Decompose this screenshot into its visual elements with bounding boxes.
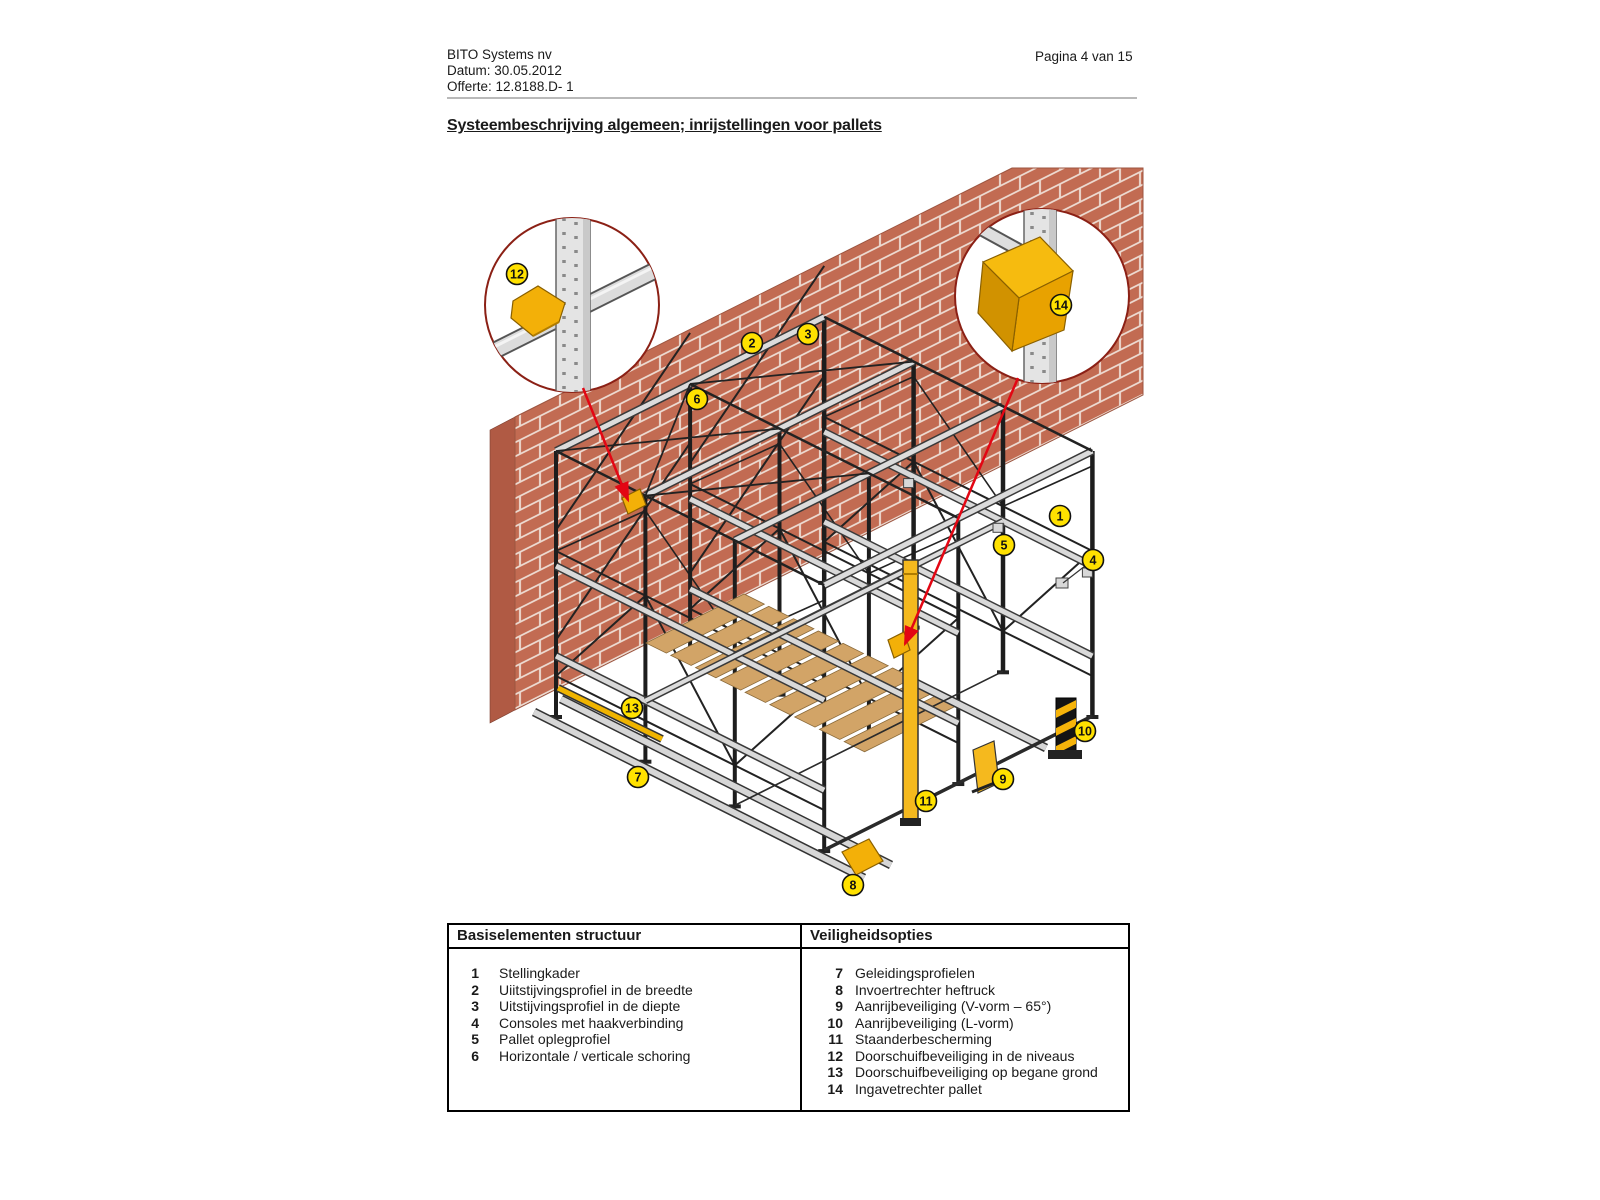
legend-item-number: 2 [471,981,479,998]
legend-row [802,1048,1128,1065]
callout-11 [916,791,937,812]
callout-number: 5 [1000,538,1008,553]
offer-line: Offerte: 12.8188.D- 1 [447,79,574,94]
callout-7 [628,767,649,788]
legend-item-number: 6 [471,1047,479,1064]
legend-row [449,1048,800,1065]
callout-number: 13 [625,701,639,716]
wall-side-face [490,417,515,723]
callout-1 [1050,506,1071,527]
legend-item-label: Aanrijbeveiliging (L-vorm) [855,1014,1014,1031]
page-number: Pagina 4 van 15 [1035,49,1133,64]
legend-item-label: Invoertrechter heftruck [855,981,996,998]
legend-row [802,1081,1128,1098]
callout-number: 14 [1054,298,1068,313]
callout-6 [687,389,708,410]
company-name: BITO Systems nv [447,47,552,62]
callout-number: 3 [804,327,812,342]
callout-3 [798,324,819,345]
callout-14 [1051,295,1072,316]
legend-row [802,965,1128,982]
legend-row [802,1031,1128,1048]
legend-item-number: 3 [471,998,479,1014]
callout-number: 4 [1089,553,1097,568]
legend-item-number: 9 [835,998,843,1014]
callout-13 [622,698,643,719]
callout-5 [994,535,1015,556]
callout-2 [742,333,763,354]
legend-row [449,1015,800,1032]
legend-list-safety [802,949,1128,1112]
callout-number: 8 [849,878,857,893]
legend-item-label: Stellingkader [499,965,580,981]
legend-item-label: Doorschuifbeveiliging in de niveaus [855,1047,1075,1064]
floor-guide-rail [534,712,864,878]
callout-number: 12 [510,267,524,282]
legend-row [449,1031,800,1048]
callout-9 [993,769,1014,790]
legend-header-safety: Veiligheidsopties [810,927,933,944]
legend-item-number: 1 [471,965,479,981]
legend-item-number: 8 [835,981,843,998]
legend-row [802,982,1128,999]
legend-item-label: Uitstijvingsprofiel in de diepte [499,998,681,1014]
legend-item-label: Horizontale / verticale schoring [499,1047,691,1064]
legend-item-label: Pallet oplegprofiel [499,1031,611,1047]
legend-item-label: Consoles met haakverbinding [499,1014,684,1031]
callout-12 [507,264,528,285]
callout-number: 9 [999,772,1007,787]
legend-item-label: Doorschuifbeveiliging op begane grond [855,1064,1098,1080]
legend-row [449,982,800,999]
console-hook [993,523,1003,532]
legend-list-structure [449,949,802,1112]
legend-item-number: 7 [835,965,843,981]
legend-item-number: 5 [471,1031,479,1047]
callout-number: 6 [693,392,701,407]
legend-table-header [449,925,1128,949]
legend-table-body [449,949,1128,1112]
callout-10 [1075,721,1096,742]
legend-item-label: Staanderbescherming [855,1031,992,1047]
callout-number: 1 [1056,509,1064,524]
upright-protector-11 [900,560,921,826]
legend-item-number: 12 [827,1047,843,1064]
callout-number: 2 [748,336,756,351]
legend-header-structure: Basiselementen structuur [449,925,802,947]
console-hook-4 [1056,578,1068,588]
date-line: Datum: 30.05.2012 [447,63,562,78]
legend-item-label: Uiitstijvingsprofiel in de breedte [499,981,693,998]
legend-table [447,923,1130,1112]
legend-item-label: Aanrijbeveiliging (V-vorm – 65°) [855,998,1052,1014]
legend-item-number: 13 [827,1064,843,1080]
legend-item-number: 11 [828,1031,843,1047]
callout-number: 7 [634,770,642,785]
callout-4 [1083,550,1104,571]
legend-item-number: 14 [827,1080,843,1097]
page-title: Systeembeschrijving algemeen; inrijstellingen voor pallets [447,117,882,134]
callout-8 [843,875,864,896]
legend-item-label: Geleidingsprofielen [855,965,975,981]
legend-row [449,965,800,982]
legend-item-number: 10 [827,1014,843,1031]
callout-number: 10 [1078,724,1092,739]
legend-row [802,1064,1128,1081]
callout-number: 11 [919,794,933,809]
legend-row [802,998,1128,1015]
legend-item-label: Ingavetrechter pallet [855,1080,982,1097]
legend-row [802,1015,1128,1032]
legend-row [449,998,800,1015]
console-hook [904,479,914,488]
legend-item-number: 4 [471,1014,479,1031]
